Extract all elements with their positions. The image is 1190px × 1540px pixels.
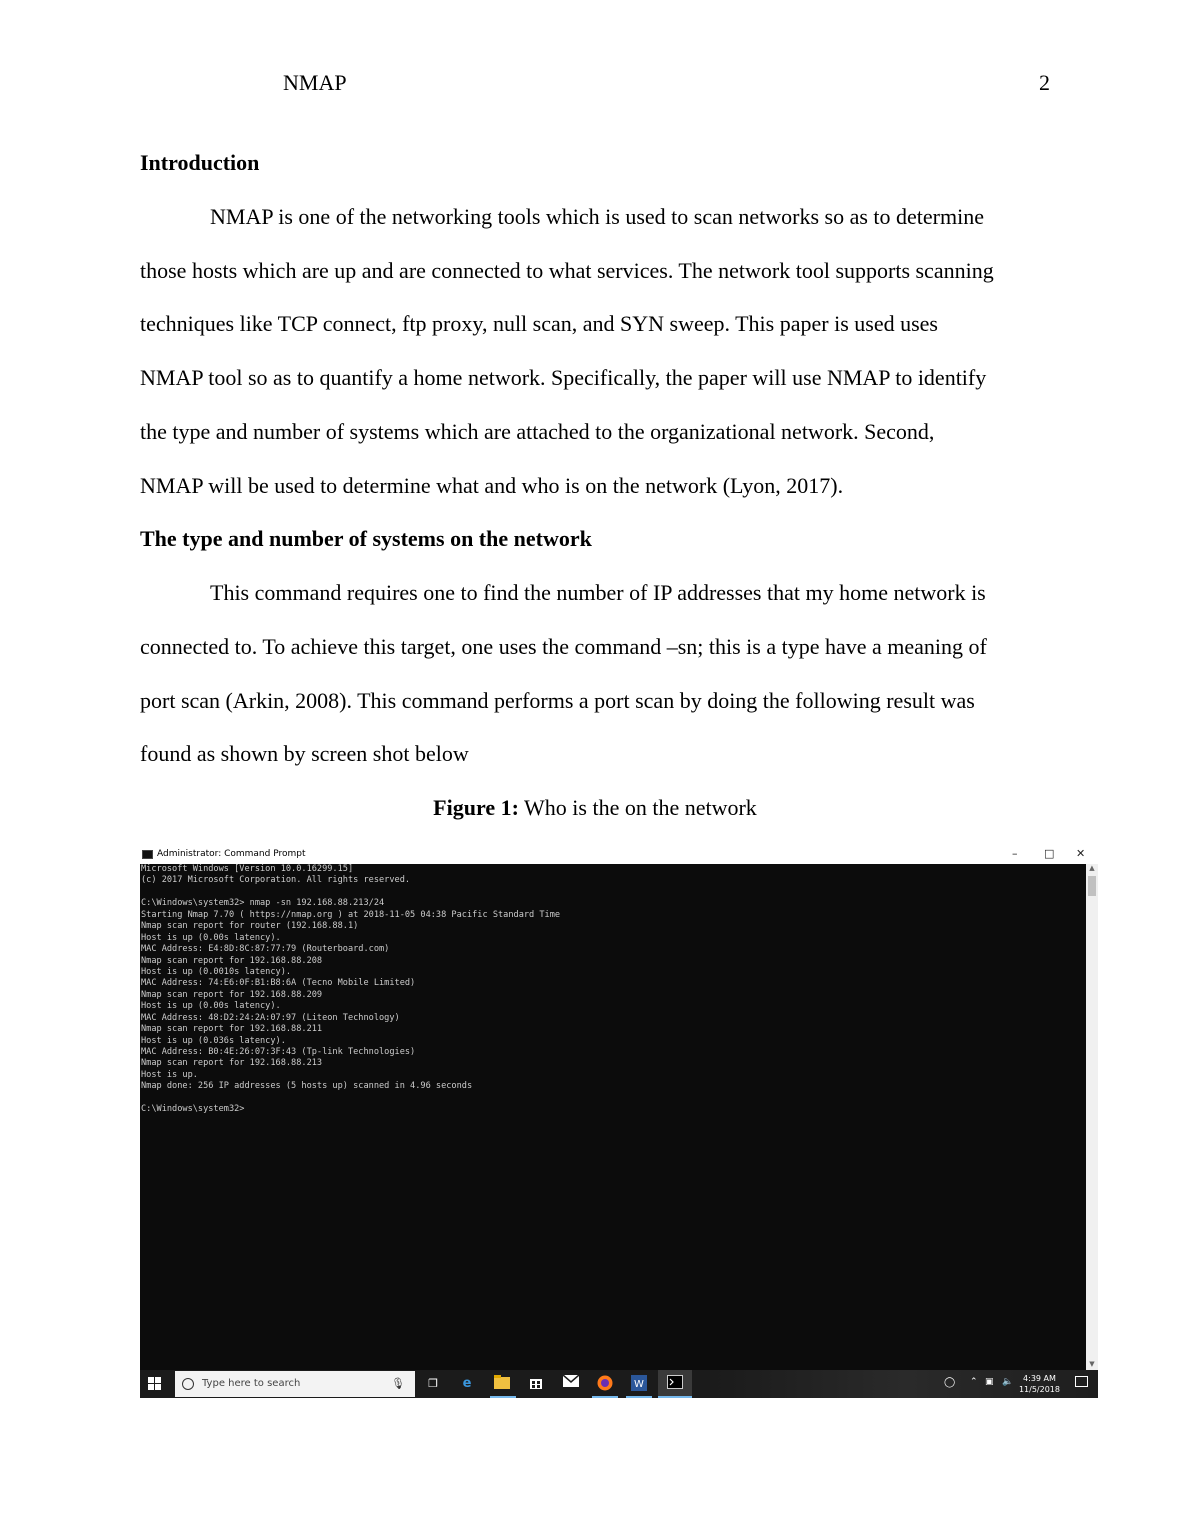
console-line: Nmap scan report for 192.168.88.213 bbox=[141, 1058, 323, 1069]
console-line: MAC Address: B0:4E:26:07:3F:43 (Tp-link Technologies) bbox=[141, 1047, 416, 1057]
taskbar-search-box[interactable] bbox=[175, 1371, 415, 1397]
systems-paragraph bbox=[140, 566, 1050, 781]
close-button[interactable]: ✕ bbox=[1076, 847, 1086, 860]
page-number: 2 bbox=[1039, 70, 1050, 95]
figure-caption bbox=[140, 781, 1050, 835]
svg-text:W: W bbox=[634, 1379, 644, 1390]
cmd-icon[interactable] bbox=[666, 1375, 684, 1393]
systems-line: This command requires one to find the number of IP addresses that my home network is bbox=[210, 580, 986, 606]
network-icon[interactable]: ▣ bbox=[985, 1377, 994, 1387]
document-body bbox=[140, 136, 1050, 835]
console-line: (c) 2017 Microsoft Corporation. All rights reserved. bbox=[141, 875, 411, 886]
scroll-up-arrow-icon[interactable]: ▲ bbox=[1089, 864, 1095, 872]
console-line: Host is up. bbox=[141, 1069, 198, 1080]
console-line: Nmap done: 256 IP addresses (5 hosts up) scanned in 4.96 seconds bbox=[141, 1081, 473, 1092]
running-indicator bbox=[658, 1396, 692, 1398]
intro-paragraph bbox=[140, 190, 1050, 512]
figure-caption-text: Who is the on the network bbox=[518, 795, 757, 821]
intro-line: NMAP is one of the networking tools which is used to scan networks so as to determine bbox=[210, 204, 984, 229]
console-line: MAC Address: E4:8D:8C:87:77:79 (Routerboard.com) bbox=[141, 944, 390, 955]
section-heading-systems: The type and number of systems on the network bbox=[140, 526, 592, 552]
mail-icon[interactable] bbox=[562, 1375, 580, 1393]
console-line bbox=[141, 1093, 1087, 1104]
console-scrollbar[interactable] bbox=[1086, 864, 1098, 1370]
command-prompt-screenshot bbox=[140, 846, 1098, 1398]
systems-line: connected to. To achieve this target, one uses the command –sn; this is a type have a meaning of bbox=[140, 633, 987, 659]
console-line: Host is up (0.0010s latency). bbox=[141, 966, 292, 977]
task-view-icon[interactable]: ❐ bbox=[428, 1377, 438, 1390]
console-line: C:\Windows\system32> bbox=[141, 1104, 245, 1115]
scroll-thumb[interactable] bbox=[1088, 876, 1096, 896]
word-icon[interactable] bbox=[630, 1375, 648, 1393]
volume-icon[interactable]: 🔈 bbox=[1002, 1377, 1014, 1387]
console-line: Nmap scan report for 192.168.88.208 bbox=[141, 955, 323, 966]
firefox-icon[interactable] bbox=[596, 1375, 614, 1393]
console-line bbox=[141, 887, 1087, 898]
console-line: Starting Nmap 7.70 ( https://nmap.org ) at 2018-11-05 04:38 Pacific Standard Time bbox=[141, 909, 561, 920]
search-placeholder: Type here to search bbox=[202, 1378, 301, 1389]
console-line: Nmap scan report for 192.168.88.211 bbox=[141, 1024, 323, 1035]
microphone-icon[interactable]: 🎙 bbox=[391, 1377, 405, 1390]
clock-date: 11/5/2018 bbox=[1018, 1385, 1060, 1394]
windows-logo-icon bbox=[148, 1377, 154, 1383]
intro-line: techniques like TCP connect, ftp proxy, null scan, and SYN sweep. This paper is used uses bbox=[140, 311, 938, 337]
cortana-icon bbox=[182, 1378, 194, 1390]
intro-line: those hosts which are up and are connected to what services. The network tool supports scanning bbox=[140, 257, 994, 283]
running-indicator bbox=[490, 1396, 516, 1398]
store-icon[interactable] bbox=[527, 1375, 545, 1393]
windows-logo-icon bbox=[155, 1377, 161, 1383]
figure-caption-label: Figure 1: bbox=[433, 795, 519, 821]
running-indicator bbox=[592, 1396, 618, 1398]
console-line: C:\Windows\system32> nmap -sn 192.168.88.213/24 bbox=[141, 898, 385, 909]
scroll-down-arrow-icon[interactable]: ▼ bbox=[1089, 1360, 1095, 1368]
cmd-window-icon bbox=[142, 850, 153, 859]
console-line: Nmap scan report for router (192.168.88.1) bbox=[141, 921, 359, 932]
running-head: NMAP bbox=[283, 70, 347, 95]
console-line: Microsoft Windows [Version 10.0.16299.15] bbox=[141, 864, 354, 874]
action-center-icon[interactable] bbox=[1075, 1376, 1088, 1387]
intro-line: NMAP will be used to determine what and who is on the network (Lyon, 2017). bbox=[140, 472, 844, 498]
windows-logo-icon bbox=[148, 1384, 154, 1390]
minimize-button[interactable]: – bbox=[1012, 847, 1018, 860]
console-line: Host is up (0.036s latency). bbox=[141, 1035, 286, 1046]
window-titlebar[interactable] bbox=[140, 846, 1098, 864]
console-line: Host is up (0.00s latency). bbox=[141, 932, 281, 943]
console-line: Nmap scan report for 192.168.88.209 bbox=[141, 989, 323, 1000]
windows-taskbar bbox=[140, 1370, 1098, 1398]
systems-line: port scan (Arkin, 2008). This command performs a port scan by doing the following result was bbox=[140, 687, 975, 713]
taskbar-clock[interactable] bbox=[1019, 1373, 1060, 1395]
maximize-button[interactable]: □ bbox=[1044, 847, 1055, 860]
intro-line: the type and number of systems which are attached to the organizational network. Second, bbox=[140, 418, 935, 444]
intro-line: NMAP tool so as to quantify a home network. Specifically, the paper will use NMAP to identify bbox=[140, 365, 987, 391]
console-line: MAC Address: 74:E6:0F:B1:B8:6A (Tecno Mobile Limited) bbox=[141, 978, 416, 989]
file-explorer-icon[interactable] bbox=[493, 1375, 511, 1393]
show-hidden-icons-chevron-icon[interactable]: ⌃ bbox=[970, 1377, 978, 1387]
window-title: Administrator: Command Prompt bbox=[157, 849, 306, 859]
windows-logo-icon bbox=[155, 1384, 161, 1390]
clock-time: 4:39 AM bbox=[1023, 1374, 1056, 1383]
console-line: Host is up (0.00s latency). bbox=[141, 1001, 281, 1012]
running-indicator bbox=[626, 1396, 652, 1398]
console-output[interactable] bbox=[140, 864, 1087, 1370]
section-heading-introduction: Introduction bbox=[140, 150, 260, 175]
systems-line: found as shown by screen shot below bbox=[140, 741, 469, 767]
console-line: MAC Address: 48:D2:24:2A:07:97 (Liteon Technology) bbox=[141, 1012, 400, 1023]
edge-icon[interactable]: e bbox=[462, 1376, 472, 1391]
start-button[interactable] bbox=[148, 1377, 162, 1391]
people-icon[interactable]: ◯ bbox=[944, 1377, 956, 1388]
